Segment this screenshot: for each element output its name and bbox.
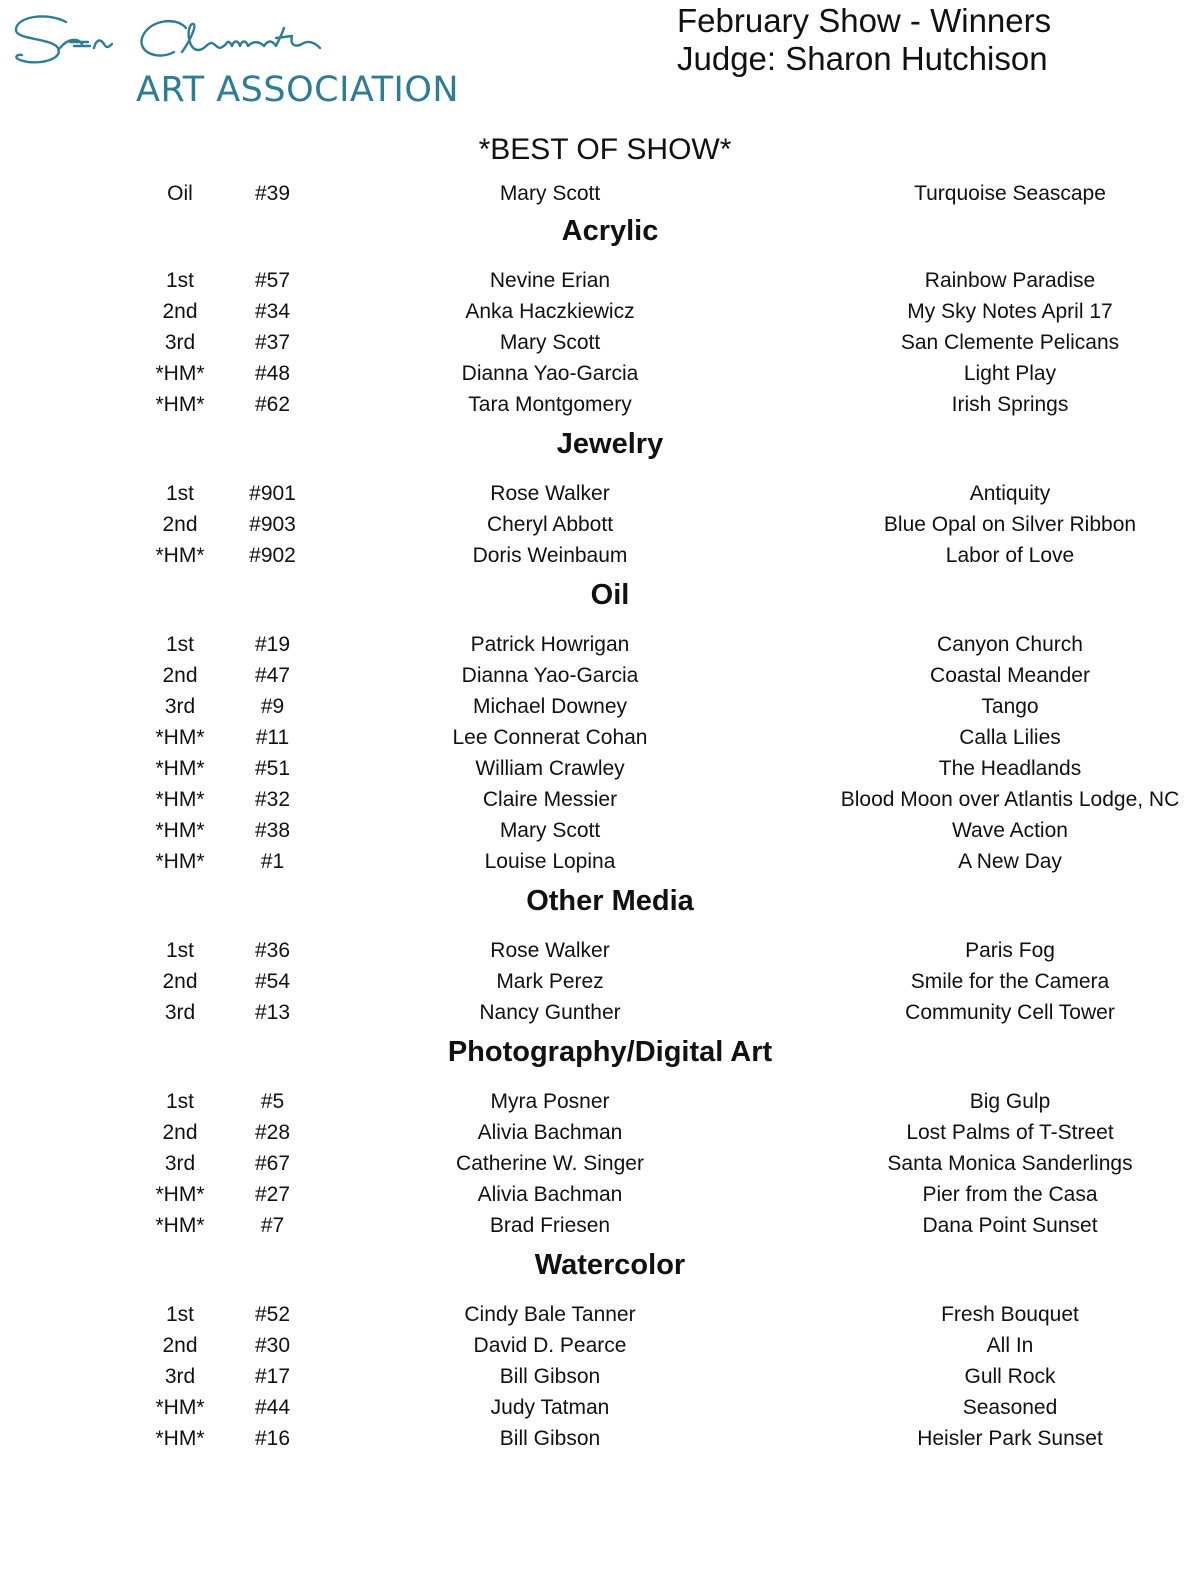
artist-name: Michael Downey bbox=[472, 695, 628, 718]
artwork-title: Coastal Meander bbox=[930, 664, 1090, 687]
entry-number: #47 bbox=[254, 664, 291, 687]
artwork-title: Fresh Bouquet bbox=[941, 1303, 1079, 1326]
winner-row bbox=[0, 178, 1200, 209]
winner-row bbox=[0, 540, 1200, 571]
winner-row bbox=[0, 784, 1200, 815]
section-heading: Photography/Digital Art bbox=[447, 1036, 773, 1068]
artwork-title: Light Play bbox=[963, 362, 1057, 385]
section-entries bbox=[0, 1074, 1200, 1243]
award-place: 1st bbox=[165, 482, 194, 505]
artwork-title: Labor of Love bbox=[945, 544, 1075, 567]
section-heading: Other Media bbox=[526, 885, 694, 917]
artwork-title: Gull Rock bbox=[964, 1365, 1056, 1388]
artwork-title: Irish Springs bbox=[951, 393, 1069, 416]
entry-number: #9 bbox=[260, 695, 285, 718]
winner-row bbox=[0, 1299, 1200, 1330]
award-place: *HM* bbox=[155, 819, 205, 842]
artist-name: Cindy Bale Tanner bbox=[464, 1303, 636, 1326]
winner-row bbox=[0, 1086, 1200, 1117]
artist-name: Myra Posner bbox=[490, 1090, 610, 1113]
winner-row bbox=[0, 389, 1200, 420]
logo-subtitle: ART ASSOCIATION bbox=[136, 70, 460, 110]
award-place: *HM* bbox=[155, 1183, 205, 1206]
artist-name: Mary Scott bbox=[499, 331, 601, 354]
award-place: 3rd bbox=[164, 1365, 196, 1388]
award-place: *HM* bbox=[155, 1214, 205, 1237]
artist-name: Brad Friesen bbox=[489, 1214, 611, 1237]
entry-number: #54 bbox=[254, 970, 291, 993]
award-place: *HM* bbox=[155, 850, 205, 873]
award-place: 2nd bbox=[162, 970, 198, 993]
entry-number: #51 bbox=[254, 757, 291, 780]
award-place: *HM* bbox=[155, 544, 205, 567]
entry-number: #36 bbox=[254, 939, 291, 962]
show-title-line: February Show - Winners bbox=[677, 2, 1052, 39]
artwork-title: A New Day bbox=[958, 850, 1062, 873]
section-entries bbox=[0, 923, 1200, 1030]
entry-number: #62 bbox=[254, 393, 291, 416]
entry-number: #38 bbox=[254, 819, 291, 842]
award-place: *HM* bbox=[155, 788, 205, 811]
entry-number: #32 bbox=[254, 788, 291, 811]
winner-row bbox=[0, 1361, 1200, 1392]
winner-row bbox=[0, 1330, 1200, 1361]
award-place: 2nd bbox=[162, 1334, 198, 1357]
section-entries bbox=[0, 617, 1200, 879]
entry-number: #34 bbox=[254, 300, 291, 323]
artist-name: Mary Scott bbox=[499, 182, 601, 205]
entry-number: #52 bbox=[254, 1303, 291, 1326]
winner-row bbox=[0, 358, 1200, 389]
artist-name: Rose Walker bbox=[490, 939, 610, 962]
entry-number: #67 bbox=[254, 1152, 291, 1175]
section-heading: Watercolor bbox=[534, 1249, 686, 1281]
award-place: 2nd bbox=[162, 300, 198, 323]
winner-row bbox=[0, 1117, 1200, 1148]
artwork-title: San Clemente Pelicans bbox=[900, 331, 1120, 354]
award-place: *HM* bbox=[155, 362, 205, 385]
artist-name: Tara Montgomery bbox=[468, 393, 632, 416]
artwork-title: Calla Lilies bbox=[959, 726, 1061, 749]
section-heading: Acrylic bbox=[561, 215, 659, 247]
section-heading: Jewelry bbox=[556, 428, 664, 460]
winner-row bbox=[0, 1148, 1200, 1179]
artist-name: Bill Gibson bbox=[499, 1365, 601, 1388]
entry-number: #5 bbox=[260, 1090, 285, 1113]
artist-name: Cheryl Abbott bbox=[486, 513, 614, 536]
artwork-title: All In bbox=[986, 1334, 1034, 1357]
artist-name: Bill Gibson bbox=[499, 1427, 601, 1450]
entry-number: #39 bbox=[254, 182, 291, 205]
award-place: 3rd bbox=[164, 331, 196, 354]
artist-name: Alivia Bachman bbox=[477, 1121, 623, 1144]
award-place: 1st bbox=[165, 633, 194, 656]
award-place: 2nd bbox=[162, 664, 198, 687]
entry-number: #48 bbox=[254, 362, 291, 385]
section-heading: Oil bbox=[590, 579, 630, 611]
artist-name: Mark Perez bbox=[496, 970, 604, 993]
artwork-title: Lost Palms of T-Street bbox=[906, 1121, 1114, 1144]
entry-number: #37 bbox=[254, 331, 291, 354]
show-title bbox=[677, 2, 1051, 78]
artist-name: Claire Messier bbox=[482, 788, 618, 811]
artist-name: William Crawley bbox=[475, 757, 625, 780]
entry-number: #13 bbox=[254, 1001, 291, 1024]
san-clemente-script-logo bbox=[8, 8, 338, 70]
winner-row bbox=[0, 815, 1200, 846]
artwork-title: Community Cell Tower bbox=[905, 1001, 1115, 1024]
section-entries bbox=[0, 466, 1200, 573]
entry-number: #1 bbox=[260, 850, 285, 873]
winner-row bbox=[0, 327, 1200, 358]
artist-name: Anka Haczkiewicz bbox=[465, 300, 635, 323]
award-place: 3rd bbox=[164, 695, 196, 718]
artist-name: Nancy Gunther bbox=[479, 1001, 621, 1024]
award-place: *HM* bbox=[155, 393, 205, 416]
winner-row bbox=[0, 935, 1200, 966]
entry-number: #901 bbox=[249, 482, 296, 505]
award-place: *HM* bbox=[155, 757, 205, 780]
winner-row bbox=[0, 296, 1200, 327]
artwork-title: Seasoned bbox=[962, 1396, 1058, 1419]
winner-row bbox=[0, 966, 1200, 997]
winner-row bbox=[0, 846, 1200, 877]
entry-number: #57 bbox=[254, 269, 291, 292]
winner-row bbox=[0, 722, 1200, 753]
award-place: *HM* bbox=[155, 1396, 205, 1419]
section-entries bbox=[0, 1287, 1200, 1456]
entry-number: #44 bbox=[254, 1396, 291, 1419]
entry-number: #16 bbox=[254, 1427, 291, 1450]
artwork-title: My Sky Notes April 17 bbox=[907, 300, 1113, 323]
entry-number: #27 bbox=[254, 1183, 291, 1206]
artwork-title: Blood Moon over Atlantis Lodge, NC bbox=[840, 788, 1180, 811]
artwork-title: Canyon Church bbox=[937, 633, 1083, 656]
winner-row bbox=[0, 478, 1200, 509]
artwork-title: Tango bbox=[981, 695, 1039, 718]
entry-number: #28 bbox=[254, 1121, 291, 1144]
winner-row bbox=[0, 1210, 1200, 1241]
award-place: 3rd bbox=[164, 1152, 196, 1175]
winner-row bbox=[0, 997, 1200, 1028]
winner-row bbox=[0, 265, 1200, 296]
artwork-title: Turquoise Seascape bbox=[914, 182, 1106, 205]
artist-name: Lee Connerat Cohan bbox=[452, 726, 648, 749]
winner-row bbox=[0, 660, 1200, 691]
artist-name: Mary Scott bbox=[499, 819, 601, 842]
artwork-title: Wave Action bbox=[952, 819, 1068, 842]
award-place: *HM* bbox=[155, 1427, 205, 1450]
artwork-title: Heisler Park Sunset bbox=[917, 1427, 1103, 1450]
artist-name: Alivia Bachman bbox=[477, 1183, 623, 1206]
winner-row bbox=[0, 691, 1200, 722]
entry-number: #17 bbox=[254, 1365, 291, 1388]
artwork-title: Rainbow Paradise bbox=[924, 269, 1096, 292]
entry-number: #7 bbox=[260, 1214, 285, 1237]
winner-row bbox=[0, 753, 1200, 784]
award-place: Oil bbox=[167, 182, 193, 205]
award-place: 1st bbox=[165, 1303, 194, 1326]
artwork-title: Antiquity bbox=[969, 482, 1051, 505]
section-heading: *BEST OF SHOW* bbox=[478, 133, 732, 166]
artist-name: Louise Lopina bbox=[484, 850, 616, 873]
artwork-title: Pier from the Casa bbox=[922, 1183, 1098, 1206]
winner-row bbox=[0, 629, 1200, 660]
artwork-title: Dana Point Sunset bbox=[922, 1214, 1098, 1237]
artwork-title: Santa Monica Sanderlings bbox=[887, 1152, 1133, 1175]
entry-number: #902 bbox=[249, 544, 296, 567]
section-entries bbox=[0, 178, 1200, 209]
artist-name: Doris Weinbaum bbox=[472, 544, 628, 567]
award-place: 1st bbox=[165, 939, 194, 962]
award-place: 1st bbox=[165, 1090, 194, 1113]
artist-name: Dianna Yao-Garcia bbox=[461, 362, 639, 385]
winner-row bbox=[0, 1179, 1200, 1210]
artist-name: Rose Walker bbox=[490, 482, 610, 505]
award-place: 2nd bbox=[162, 1121, 198, 1144]
artwork-title: Big Gulp bbox=[969, 1090, 1051, 1113]
winner-row bbox=[0, 509, 1200, 540]
artwork-title: Smile for the Camera bbox=[910, 970, 1110, 993]
artist-name: Judy Tatman bbox=[490, 1396, 610, 1419]
artist-name: Patrick Howrigan bbox=[470, 633, 630, 656]
artwork-title: Blue Opal on Silver Ribbon bbox=[883, 513, 1137, 536]
artist-name: Dianna Yao-Garcia bbox=[461, 664, 639, 687]
association-logo bbox=[8, 8, 458, 108]
winners-list bbox=[0, 128, 1200, 1456]
entry-number: #903 bbox=[249, 513, 296, 536]
award-place: 2nd bbox=[162, 513, 198, 536]
winner-row bbox=[0, 1423, 1200, 1454]
entry-number: #30 bbox=[254, 1334, 291, 1357]
entry-number: #19 bbox=[254, 633, 291, 656]
section-entries bbox=[0, 253, 1200, 422]
artist-name: Nevine Erian bbox=[489, 269, 611, 292]
judge-line: Judge: Sharon Hutchison bbox=[677, 40, 1048, 77]
winner-row bbox=[0, 1392, 1200, 1423]
artwork-title: The Headlands bbox=[938, 757, 1082, 780]
award-place: 3rd bbox=[164, 1001, 196, 1024]
artwork-title: Paris Fog bbox=[965, 939, 1055, 962]
artist-name: David D. Pearce bbox=[473, 1334, 627, 1357]
award-place: *HM* bbox=[155, 726, 205, 749]
award-place: 1st bbox=[165, 269, 194, 292]
artist-name: Catherine W. Singer bbox=[456, 1152, 644, 1175]
entry-number: #11 bbox=[255, 726, 290, 749]
